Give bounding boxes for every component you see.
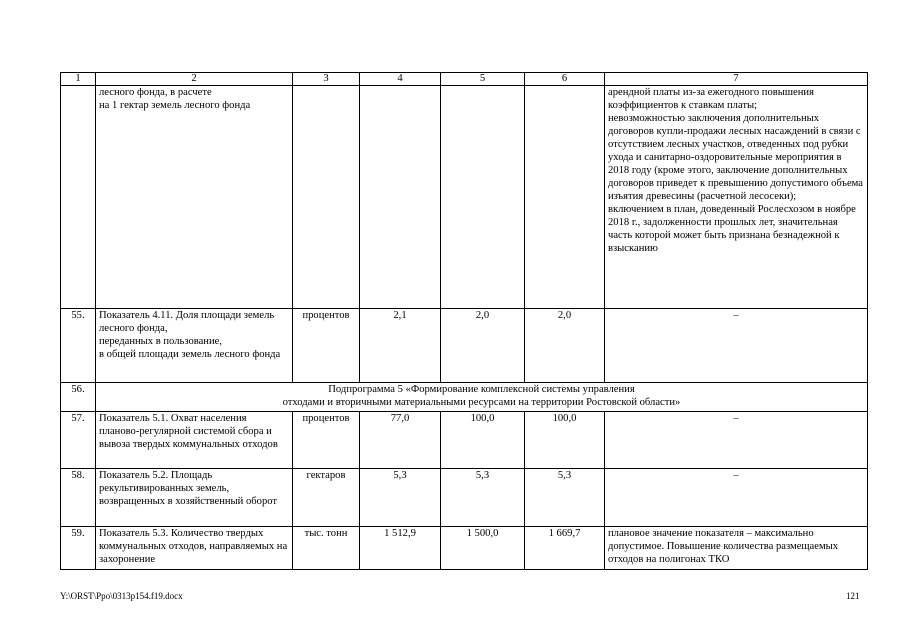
value-col4-cell: 2,1 <box>360 309 441 383</box>
value-col5-cell <box>441 86 525 309</box>
value-col4-cell: 1 512,9 <box>360 527 441 570</box>
row-number-cell: 56. <box>61 383 96 412</box>
value-col4-cell: 5,3 <box>360 469 441 527</box>
value-col6-cell: 100,0 <box>525 412 605 469</box>
header-col-3: 3 <box>293 73 360 86</box>
indicator-name-cell: Показатель 4.11. Доля площади земель лесного фонда, переданных в пользование, в общей площади земель лесного фонда <box>96 309 293 383</box>
unit-cell: процентов <box>293 412 360 469</box>
row-number-cell: 57. <box>61 412 96 469</box>
explanation-cell: плановое значение показателя – максимально допустимое. Повышение количества размещаемых отходов на полигонах ТКО <box>605 527 868 570</box>
unit-cell: процентов <box>293 309 360 383</box>
table-row-59 <box>61 527 868 570</box>
header-col-4: 4 <box>360 73 441 86</box>
indicators-table <box>60 72 868 570</box>
value-col5-cell: 100,0 <box>441 412 525 469</box>
header-col-5: 5 <box>441 73 525 86</box>
header-col-2: 2 <box>96 73 293 86</box>
row-number-cell: 58. <box>61 469 96 527</box>
explanation-cell: – <box>605 469 868 527</box>
footer-file-path: Y:\ORST\Ppo\0313p154.f19.docx <box>60 591 183 601</box>
table-row-58 <box>61 469 868 527</box>
indicator-name-cell: лесного фонда, в расчете на 1 гектар земель лесного фонда <box>96 86 293 309</box>
table-row-continuation <box>61 86 868 309</box>
value-col6-cell: 1 669,7 <box>525 527 605 570</box>
explanation-cell: арендной платы из-за ежегодного повышения коэффициентов к ставкам платы; невозможностью заключения дополнительных договоров купли-продажи лесных насаждений в связи с отсутствием лесных участков, отведенных под рубки ухода и санитарно-оздоровительные мероприятия в 2018 году (кроме этого, заключение дополнительных договоров приведет к превышению допустимого объема изъятия древесины (расчетной лесосеки); включением в план, доведенный Рослесхозом в ноябре 2018 г., задолженности прошлых лет, значительная часть которой может быть признана безнадежной к взысканию <box>605 86 868 309</box>
explanation-cell: – <box>605 309 868 383</box>
footer-page-number: 121 <box>846 591 860 601</box>
value-col4-cell: 77,0 <box>360 412 441 469</box>
table-row-56-subprogram <box>61 383 868 412</box>
indicator-name-cell: Показатель 5.3. Количество твердых коммунальных отходов, направляемых на захоронение <box>96 527 293 570</box>
unit-cell: гектаров <box>293 469 360 527</box>
value-col4-cell <box>360 86 441 309</box>
header-col-6: 6 <box>525 73 605 86</box>
value-col5-cell: 5,3 <box>441 469 525 527</box>
row-number-cell: 55. <box>61 309 96 383</box>
value-col5-cell: 2,0 <box>441 309 525 383</box>
indicator-name-cell: Показатель 5.2. Площадь рекультивированных земель, возвращенных в хозяйственный оборот <box>96 469 293 527</box>
value-col6-cell: 2,0 <box>525 309 605 383</box>
row-number-cell <box>61 86 96 309</box>
value-col6-cell <box>525 86 605 309</box>
column-number-header-row <box>61 73 868 86</box>
subprogram-title-cell: Подпрограмма 5 «Формирование комплексной системы управления отходами и вторичными материальными ресурсами на территории Ростовской области» <box>96 383 868 412</box>
unit-cell <box>293 86 360 309</box>
indicator-name-cell: Показатель 5.1. Охват населения планово-регулярной системой сбора и вывоза твердых коммунальных отходов <box>96 412 293 469</box>
value-col5-cell: 1 500,0 <box>441 527 525 570</box>
header-col-7: 7 <box>605 73 868 86</box>
table-row-55 <box>61 309 868 383</box>
row-number-cell: 59. <box>61 527 96 570</box>
explanation-cell: – <box>605 412 868 469</box>
unit-cell: тыс. тонн <box>293 527 360 570</box>
value-col6-cell: 5,3 <box>525 469 605 527</box>
table-row-57 <box>61 412 868 469</box>
header-col-1: 1 <box>61 73 96 86</box>
